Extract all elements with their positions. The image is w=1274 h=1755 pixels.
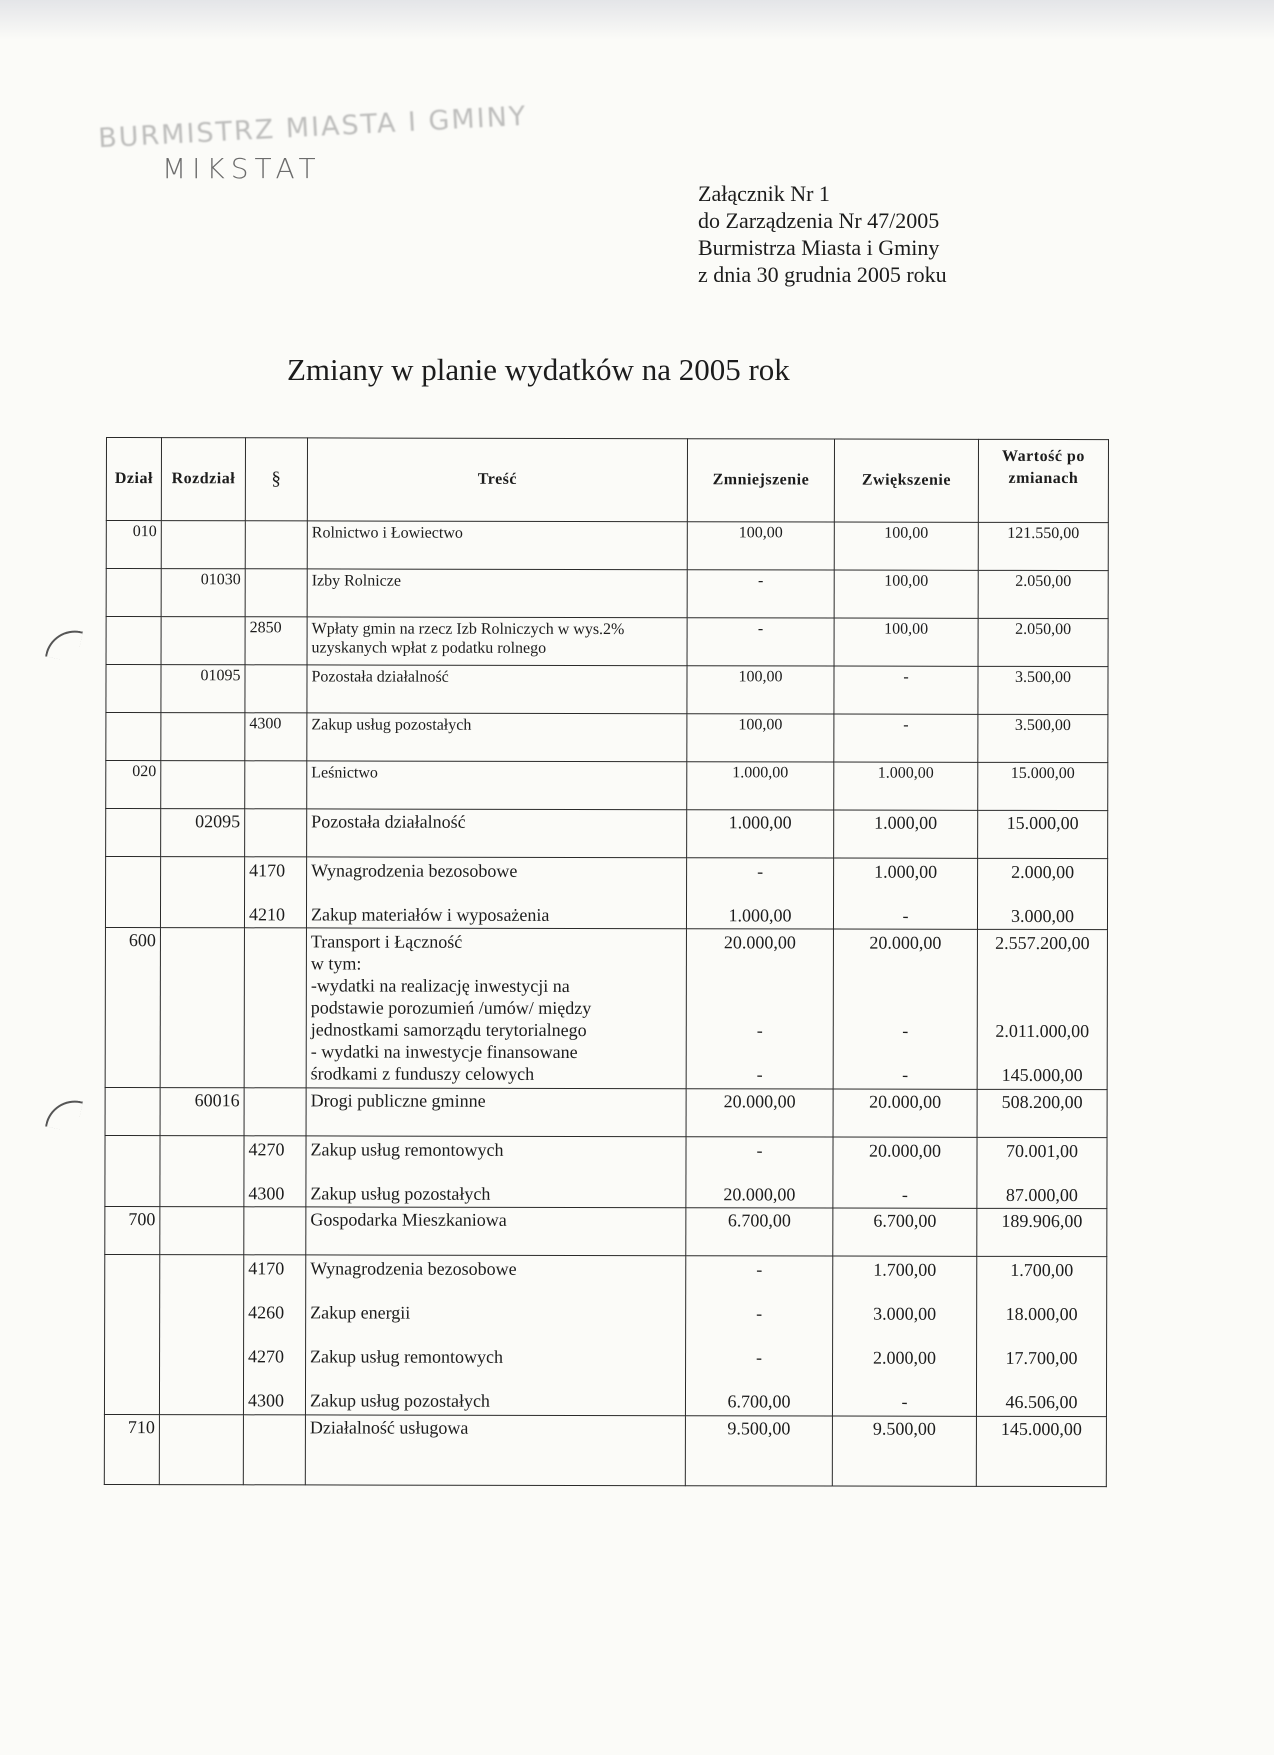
wartosc-cell: 15.000,00 [978, 810, 1108, 858]
stamp-city: MIKSTAT [162, 152, 322, 185]
dzial-cell: 700 [105, 1206, 160, 1254]
tresc-line: w tym: [310, 953, 362, 974]
tresc-cell: Pozostała działalność [307, 809, 687, 858]
table-row [104, 1254, 1106, 1416]
wartosc-cell: 1.700,00 [1010, 1259, 1074, 1281]
col-wartosc-line1: Wartość po [1002, 447, 1085, 466]
wartosc-cell: 121.550,00 [978, 522, 1108, 570]
zmniejszenie-cell: - [757, 861, 764, 882]
zwiekszenie-cell: - [902, 905, 909, 926]
table-row [106, 617, 1108, 667]
stamp-top-line: BURMISTRZ MIASTA I GMINY [97, 100, 529, 155]
zwiekszenie-cell: - [834, 666, 978, 714]
expenditure-table [104, 437, 1109, 1487]
zwiekszenie-cell: 3.000,00 [873, 1303, 937, 1324]
zmniejszenie-cell: - [756, 1347, 763, 1368]
col-dzial: Dział [106, 438, 161, 521]
header-line-2: do Zarządzenia Nr 47/2005 [698, 208, 940, 233]
wartosc-cell: 2.011.000,00 [995, 1020, 1090, 1042]
paragraf-cell: 4270 [248, 1139, 285, 1160]
tresc-line: - wydatki na inwestycje finansowane [310, 1041, 578, 1062]
office-stamp [92, 98, 529, 198]
wartosc-cell: 145.000,00 [1001, 1064, 1083, 1086]
wartosc-cell: 508.200,00 [977, 1089, 1107, 1137]
wartosc-cell: 3.500,00 [978, 714, 1108, 762]
rozdzial-cell: 02095 [161, 809, 245, 857]
zmniejszenie-cell: 6.700,00 [686, 1208, 833, 1256]
tresc-cell: Wynagrodzenia bezosobowe [310, 1258, 517, 1279]
zwiekszenie-cell: - [902, 1020, 909, 1041]
col-wartosc [978, 439, 1108, 522]
col-tresc: Treść [307, 438, 687, 522]
dzial-cell: 020 [106, 761, 161, 809]
zwiekszenie-cell: 20.000,00 [869, 932, 942, 953]
paragraf-cell: 4270 [248, 1346, 285, 1367]
zwiekszenie-cell: 20.000,00 [868, 1140, 942, 1161]
zmniejszenie-cell: 100,00 [687, 714, 834, 762]
zwiekszenie-cell: - [834, 714, 978, 762]
zmniejszenie-cell: - [756, 1020, 763, 1041]
zmniejszenie-cell: 1.000,00 [728, 905, 792, 926]
wartosc-cell: 46.506,00 [1005, 1391, 1078, 1413]
tresc-cell: Drogi publiczne gminne [306, 1088, 686, 1137]
table-row [106, 713, 1108, 763]
zmniejszenie-cell: 9.500,00 [685, 1416, 832, 1486]
tresc-cell: Zakup usług remontowych [310, 1139, 504, 1160]
header-line-1: Załącznik Nr 1 [698, 181, 830, 206]
tresc-cell: Izby Rolnicze [307, 569, 687, 618]
tresc-line: podstawie porozumień /umów/ między [310, 997, 592, 1019]
dzial-cell: 600 [105, 928, 160, 1088]
header-line-4: z dnia 30 grudnia 2005 roku [698, 262, 947, 287]
wartosc-cell: 3.000,00 [1010, 905, 1075, 927]
zwiekszenie-cell: 1.000,00 [874, 861, 938, 882]
wartosc-cell: 18.000,00 [1005, 1303, 1078, 1325]
wartosc-cell: 145.000,00 [976, 1416, 1106, 1486]
wartosc-cell: 2.050,00 [978, 570, 1108, 618]
tresc-line: -wydatki na realizację inwestycji na [310, 975, 570, 996]
tresc-cell: Zakup energii [310, 1302, 411, 1323]
tresc-cell: Transport i Łączność [310, 931, 463, 952]
tresc-line: jednostkami samorządu terytorialnego [310, 1019, 587, 1041]
table-row [106, 809, 1108, 859]
zwiekszenie-cell: - [902, 1064, 909, 1085]
punch-hole-mark [45, 625, 83, 663]
zmniejszenie-cell: 1.000,00 [687, 810, 834, 858]
dzial-cell: 710 [104, 1414, 159, 1484]
paragraf-cell: 4170 [249, 860, 286, 881]
paragraf-cell: 2850 [245, 617, 307, 665]
tresc-cell: Rolnictwo i Łowiectwo [307, 521, 687, 570]
tresc-cell: Zakup materiałów i wyposażenia [310, 904, 550, 925]
tresc-cell: Pozostała działalność [307, 665, 687, 714]
tresc-cell: Wynagrodzenia bezosobowe [311, 860, 518, 881]
tresc-line: środkami z funduszy celowych [310, 1063, 535, 1084]
tresc-cell: Gospodarka Mieszkaniowa [306, 1207, 686, 1256]
col-rozdzial: Rozdział [161, 438, 245, 521]
table-row [106, 761, 1108, 811]
zmniejszenie-cell: - [687, 570, 834, 618]
tresc-cell: Zakup usług remontowych [310, 1346, 504, 1367]
table-row [106, 665, 1108, 715]
zmniejszenie-cell: 20.000,00 [723, 1184, 796, 1205]
zwiekszenie-cell: 100,00 [834, 522, 978, 570]
zmniejszenie-cell: - [756, 1259, 763, 1280]
table-row [106, 521, 1108, 571]
paragraf-cell: 4210 [248, 904, 286, 925]
rozdzial-cell: 60016 [160, 1088, 244, 1136]
col-wartosc-line2: zmianach [1008, 469, 1079, 488]
header-line-3: Burmistrza Miasta i Gminy [698, 235, 940, 260]
col-zwiekszenie: Zwiększenie [834, 439, 978, 522]
zwiekszenie-cell: - [901, 1184, 908, 1205]
wartosc-cell: 3.500,00 [978, 666, 1108, 714]
table-row [105, 1206, 1107, 1256]
tresc-cell: Zakup usług pozostałych [310, 1183, 491, 1204]
attachment-header [698, 180, 947, 288]
paragraf-cell: 4170 [248, 1258, 285, 1279]
tresc-cell: Wpłaty gmin na rzecz Izb Rolniczych w wys.2% uzyskanych wpłat z podatku rolnego [307, 617, 687, 666]
zwiekszenie-cell: 1.700,00 [873, 1259, 937, 1280]
zmniejszenie-cell: 20.000,00 [723, 932, 796, 953]
table-row [106, 569, 1108, 619]
wartosc-cell: 2.557.200,00 [995, 932, 1090, 954]
zmniejszenie-cell: - [687, 618, 834, 666]
rozdzial-cell: 01030 [161, 569, 245, 617]
col-paragraf: § [245, 438, 307, 521]
wartosc-cell: 2.050,00 [978, 618, 1108, 666]
scan-shadow [0, 0, 1274, 40]
wartosc-cell: 87.000,00 [1005, 1184, 1078, 1206]
zwiekszenie-cell: 1.000,00 [834, 762, 978, 810]
table-header-row [106, 438, 1108, 523]
table-row [105, 928, 1107, 1090]
table-row [104, 1414, 1106, 1486]
zmniejszenie-cell: - [756, 1303, 763, 1324]
dzial-cell: 010 [106, 521, 161, 569]
paragraf-cell: 4300 [245, 713, 307, 761]
zwiekszenie-cell: 1.000,00 [834, 810, 978, 858]
zwiekszenie-cell: 20.000,00 [833, 1089, 977, 1137]
zwiekszenie-cell: 2.000,00 [873, 1347, 937, 1368]
tresc-cell: Leśnictwo [307, 761, 687, 810]
zmniejszenie-cell: - [756, 1064, 763, 1085]
zmniejszenie-cell: 100,00 [687, 666, 834, 714]
wartosc-cell: 15.000,00 [978, 762, 1108, 810]
zmniejszenie-cell: 20.000,00 [686, 1089, 833, 1137]
page-title: Zmiany w planie wydatków na 2005 rok [287, 352, 790, 387]
table-row [105, 1135, 1107, 1208]
wartosc-cell: 189.906,00 [977, 1208, 1107, 1256]
zwiekszenie-cell: 6.700,00 [833, 1208, 977, 1256]
paragraf-cell: 4300 [248, 1183, 285, 1204]
punch-hole-mark [45, 1095, 83, 1133]
paragraf-cell: 4300 [247, 1390, 285, 1411]
zmniejszenie-cell: 6.700,00 [727, 1391, 791, 1412]
zwiekszenie-cell: 100,00 [834, 618, 978, 666]
tresc-cell: Działalność usługowa [305, 1415, 685, 1486]
zmniejszenie-cell: 1.000,00 [687, 762, 834, 810]
zmniejszenie-cell: - [756, 1140, 763, 1161]
table-row [105, 1087, 1107, 1137]
table-row [105, 857, 1107, 930]
rozdzial-cell: 01095 [161, 665, 245, 713]
zwiekszenie-cell: - [901, 1391, 908, 1412]
col-zmniejszenie: Zmniejszenie [687, 439, 834, 522]
tresc-cell: Zakup usług pozostałych [307, 713, 687, 762]
wartosc-cell: 17.700,00 [1005, 1347, 1078, 1369]
wartosc-cell: 2.000,00 [1011, 861, 1075, 883]
zwiekszenie-cell: 100,00 [834, 570, 978, 618]
paragraf-cell: 4260 [248, 1302, 285, 1323]
tresc-cell: Zakup usług pozostałych [309, 1390, 490, 1411]
zmniejszenie-cell: 100,00 [687, 522, 834, 570]
wartosc-cell: 70.001,00 [1005, 1140, 1079, 1162]
zwiekszenie-cell: 9.500,00 [832, 1416, 976, 1486]
